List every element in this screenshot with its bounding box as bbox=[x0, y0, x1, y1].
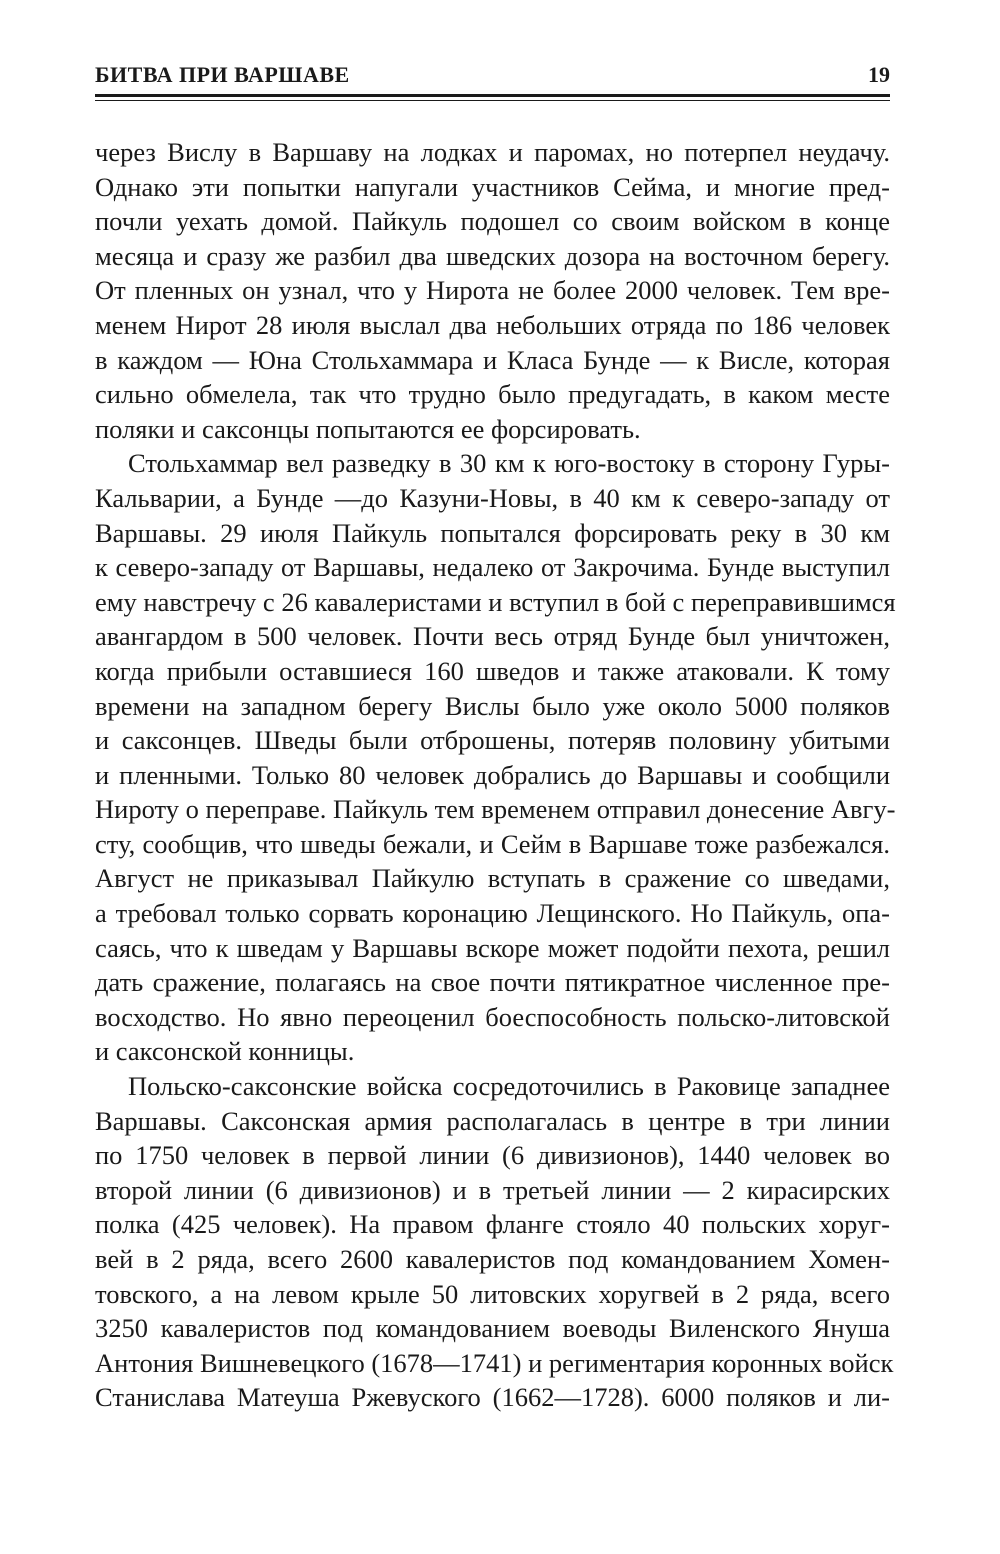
text-line: месяца и сразу же разбил два шведских дозора на восточном берегу. bbox=[95, 240, 890, 271]
text-line: саясь, что к шведам у Варшавы вскоре может подойти пехота, решил bbox=[95, 932, 890, 963]
header-rule-thick bbox=[95, 94, 890, 97]
text-line: к северо-западу от Варшавы, недалеко от Закрочима. Бунде выступил bbox=[95, 552, 890, 583]
text-line: товского, а на левом крыле 50 литовских хоругвей в 2 ряда, всего bbox=[95, 1278, 890, 1309]
text-line: Польско-саксонские войска сосредоточились в Раковице западнее bbox=[128, 1071, 890, 1102]
text-line: почли уехать домой. Пайкуль подошел со своим войском в конце bbox=[95, 206, 890, 237]
text-line: Варшавы. 29 июля Пайкуль попытался форсировать реку в 30 км bbox=[95, 517, 890, 548]
text-line: и саксонской конницы. bbox=[95, 1036, 355, 1067]
text-line: а требовал только сорвать коронацию Лещинского. Но Пайкуль, опа- bbox=[95, 898, 890, 929]
text-line: времени на западном берегу Вислы было уже около 5000 поляков bbox=[95, 690, 890, 721]
text-line: когда прибыли оставшиеся 160 шведов и также атаковали. К тому bbox=[95, 655, 890, 686]
text-line: Антония Вишневецкого (1678—1741) и региментария коронных войск bbox=[95, 1347, 894, 1378]
text-line: Август не приказывал Пайкулю вступать в сражение со шведами, bbox=[95, 863, 890, 894]
book-page bbox=[95, 0, 896, 1554]
text-line: сильно обмелела, так что трудно было предугадать, в каком месте bbox=[95, 379, 890, 410]
text-line: авангардом в 500 человек. Почти весь отряд Бунде был уничтожен, bbox=[95, 621, 890, 652]
paragraph bbox=[95, 1069, 894, 1415]
text-line: Варшавы. Саксонская армия располагалась в центре в три линии bbox=[95, 1105, 890, 1136]
text-line: в каждом — Юна Стольхаммара и Класа Бунде — к Висле, которая bbox=[95, 344, 890, 375]
text-line: восходство. Но явно переоценил боеспособность польско-литовской bbox=[95, 1001, 890, 1032]
text-line: От пленных он узнал, что у Нирота не более 2000 человек. Тем вре- bbox=[95, 275, 890, 306]
text-line: второй линии (6 дивизионов) и в третьей линии — 2 кирасирских bbox=[95, 1174, 890, 1205]
text-line: через Вислу в Варшаву на лодках и паромах, но потерпел неудачу. bbox=[95, 137, 890, 167]
text-line: по 1750 человек в первой линии (6 дивизионов), 1440 человек во bbox=[95, 1140, 890, 1171]
running-header bbox=[95, 60, 890, 92]
text-line: поляки и саксонцы попытаются ее форсировать. bbox=[95, 413, 641, 444]
text-line: и пленными. Только 80 человек добрались до Варшавы и сообщили bbox=[95, 759, 890, 790]
text-line: Станислава Матеуша Ржевуского (1662—1728). 6000 поляков и ли- bbox=[95, 1382, 890, 1413]
body-text bbox=[95, 135, 896, 1415]
text-line: Однако эти попытки напугали участников Сейма, и многие пред- bbox=[95, 171, 890, 202]
header-rule-thin bbox=[95, 100, 890, 101]
page-number: 19 bbox=[868, 62, 890, 87]
text-line: Стольхаммар вел разведку в 30 км к юго-востоку в сторону Гуры- bbox=[128, 448, 890, 479]
text-line: дать сражение, полагаясь на свое почти пятикратное численное пре- bbox=[95, 967, 890, 998]
text-line: сту, сообщив, что шведы бежали, и Сейм в Варшаве тоже разбежался. bbox=[95, 828, 890, 859]
text-line: полка (425 человек). На правом фланге стояло 40 польских хоруг- bbox=[95, 1209, 890, 1240]
text-line: вей в 2 ряда, всего 2600 кавалеристов под командованием Хомен- bbox=[95, 1244, 890, 1274]
text-line: Нироту о переправе. Пайкуль тем временем отправил донесение Авгу- bbox=[95, 794, 896, 825]
paragraph bbox=[95, 135, 890, 446]
paragraph bbox=[95, 446, 896, 1069]
text-line: Кальварии, а Бунде —до Казуни-Новы, в 40 км к северо-западу от bbox=[95, 482, 890, 513]
text-line: и саксонцев. Шведы были отброшены, потеряв половину убитыми bbox=[95, 725, 890, 756]
chapter-title: БИТВА ПРИ ВАРШАВЕ bbox=[95, 62, 350, 87]
text-line: менем Нирот 28 июля выслал два небольших отряда по 186 человек bbox=[95, 309, 890, 340]
text-line: 3250 кавалеристов под командованием воеводы Виленского Януша bbox=[95, 1313, 890, 1344]
text-line: ему навстречу с 26 кавалеристами и вступил в бой с переправившимся bbox=[95, 586, 896, 617]
